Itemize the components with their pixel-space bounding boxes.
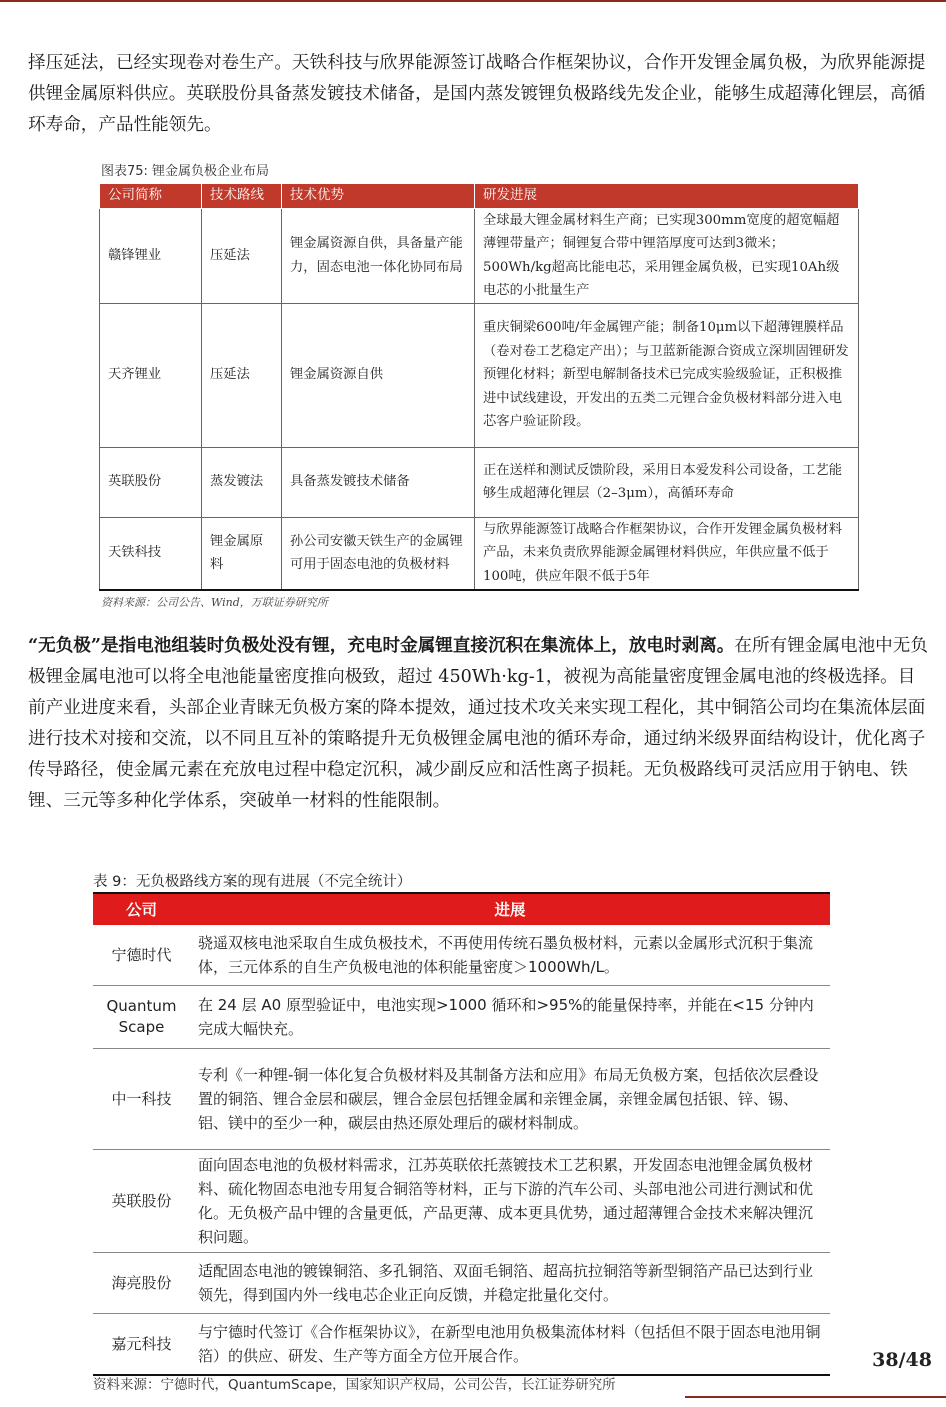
header-company: 公司简称 (100, 184, 202, 209)
table-row (100, 208, 859, 303)
cell-company: 赣锋锂业 (100, 208, 202, 303)
cell-progress: 面向固态电池的负极材料需求，江苏英联依托蒸镀技术工艺积累，开发固态电池锂金属负极材料、硫化物固态电池专用复合铜箔等材料，正与下游的汽车公司、头部电池公司进行测试和优化。无负极产品中锂的含量更低，产品更薄、成本更具优势，通过超薄锂合金技术来解决锂沉积问题。 (190, 1150, 830, 1253)
table-row (100, 303, 859, 447)
page-number: 38/48 (872, 1349, 932, 1371)
cell-progress: 与宁德时代签订《合作框架协议》，在新型电池用负极集流体材料（包括但不限于固态电池用铜箔）的供应、研发、生产等方面全方位开展合作。 (190, 1314, 830, 1376)
top-rule (0, 0, 946, 2)
cell-route: 蒸发镀法 (202, 447, 282, 517)
figure-75-source: 资料来源：公司公告、Wind，万联证券研究所 (101, 596, 328, 609)
cell-company: 天铁科技 (100, 517, 202, 590)
cell-advantage: 锂金属资源自供 (282, 303, 475, 447)
table-9 (93, 892, 830, 1376)
paragraph-2-bold-lead: “无负极”是指电池组装时负极处没有锂，充电时金属锂直接沉积在集流体上，放电时剥离。 (28, 635, 735, 656)
cell-progress: 正在送样和测试反馈阶段，采用日本爱发科公司设备，工艺能够生成超薄化锂层（2–3μm），高循环寿命 (475, 447, 859, 517)
table-row (100, 447, 859, 517)
table-9-source: 资料来源：宁德时代，QuantumScape，国家知识产权局，公司公告，长江证券研究所 (93, 1377, 616, 1393)
cell-route: 压延法 (202, 303, 282, 447)
cell-company: 宁德时代 (93, 925, 190, 986)
header-progress: 研发进展 (475, 184, 859, 209)
table-9-caption: 表 9：无负极路线方案的现有进展（不完全统计） (93, 874, 412, 890)
header-progress: 进展 (190, 893, 830, 925)
cell-progress: 在 24 层 A0 原型验证中，电池实现>1000 循环和>95%的能量保持率，并能在<15 分钟内完成大幅快充。 (190, 986, 830, 1049)
table-row (93, 986, 830, 1049)
table-row (93, 1150, 830, 1253)
cell-advantage: 锂金属资源自供，具备量产能力，固态电池一体化协同布局 (282, 208, 475, 303)
table-header-row (93, 893, 830, 925)
cell-route: 压延法 (202, 208, 282, 303)
cell-route: 锂金属原料 (202, 517, 282, 590)
cell-company: 天齐锂业 (100, 303, 202, 447)
header-advantage: 技术优势 (282, 184, 475, 209)
cell-company: 英联股份 (93, 1150, 190, 1253)
table-header-row (100, 184, 859, 209)
cell-progress: 适配固态电池的镀镍铜箔、多孔铜箔、双面毛铜箔、超高抗拉铜箔等新型铜箔产品已达到行业领先，得到国内外一线电芯企业正向反馈，并稳定批量化交付。 (190, 1253, 830, 1314)
cell-progress: 骁遥双核电池采取自生成负极技术，不再使用传统石墨负极材料，元素以金属形式沉积于集流体，三元体系的自生产负极电池的体积能量密度＞1000Wh/L。 (190, 925, 830, 986)
table-row (93, 925, 830, 986)
cell-progress: 全球最大锂金属材料生产商；已实现300mm宽度的超宽幅超薄锂带量产；铜锂复合带中锂箔厚度可达到3微米；500Wh/kg超高比能电芯，采用锂金属负极，已实现10Ah级电芯的小批量生产 (475, 208, 859, 303)
cell-company: 嘉元科技 (93, 1314, 190, 1376)
table-row (100, 517, 859, 590)
cell-progress: 专利《一种锂-铜一体化复合负极材料及其制备方法和应用》布局无负极方案，包括依次层叠设置的铜箔、锂合金层和碳层，锂合金层包括锂金属和亲锂金属，亲锂金属包括银、锌、锡、铝、镁中的至少一种，碳层由热还原处理后的碳材料制成。 (190, 1049, 830, 1150)
cell-progress: 与欣界能源签订战略合作框架协议，合作开发锂金属负极材料产品，未来负责欣界能源金属锂材料供应，年供应量不低于100吨，供应年限不低于5年 (475, 517, 859, 590)
figure-75-caption: 图表75: 锂金属负极企业布局 (101, 164, 270, 179)
paragraph-1: 择压延法，已经实现卷对卷生产。天铁科技与欣界能源签订战略合作框架协议，合作开发锂金属负极，为欣界能源提供锂金属原料供应。英联股份具备蒸发镀技术储备，是国内蒸发镀锂负极路线先发企业，能够生成超薄化锂层，高循环寿命，产品性能领先。 (28, 53, 926, 135)
paragraph-2-body: 在所有锂金属电池中无负极锂金属电池可以将全电池能量密度推向极致，超过 450Wh·kg-1，被视为高能量密度锂金属电池的终极选择。目前产业进度来看，头部企业青睐无负极方案的降本提效，通过技术攻关来实现工程化，其中铜箔公司均在集流体层面进行技术对接和交流，以不同且互补的策略提升无负极锂金属电池的循环寿命，通过纳米级界面结构设计，优化离子传导路径，使金属元素在充放电过程中稳定沉积，减少副反应和活性离子损耗。无负极路线可灵活应用于钠电、铁锂、三元等多种化学体系，突破单一材料的性能限制。 (28, 636, 928, 811)
cell-advantage: 具备蒸发镀技术储备 (282, 447, 475, 517)
header-route: 技术路线 (202, 184, 282, 209)
paragraph-2 (28, 630, 928, 817)
cell-company: 海亮股份 (93, 1253, 190, 1314)
table-row (93, 1253, 830, 1314)
cell-company: 英联股份 (100, 447, 202, 517)
table-row (93, 1049, 830, 1150)
figure-75-table (99, 183, 859, 591)
cell-company: 中一科技 (93, 1049, 190, 1150)
bottom-rule (685, 1396, 946, 1398)
cell-progress: 重庆铜梁600吨/年金属锂产能；制备10μm以下超薄锂膜样品（卷对卷工艺稳定产出）；与卫蓝新能源合资成立深圳固锂研发预锂化材料；新型电解制备技术已完成实验级验证，正积极推进中试线建设，开发出的五类二元锂合金负极材料部分进入电芯客户验证阶段。 (475, 303, 859, 447)
cell-company: Quantum Scape (93, 986, 190, 1049)
table-row (93, 1314, 830, 1376)
header-company: 公司 (93, 893, 190, 925)
cell-advantage: 孙公司安徽天铁生产的金属锂可用于固态电池的负极材料 (282, 517, 475, 590)
